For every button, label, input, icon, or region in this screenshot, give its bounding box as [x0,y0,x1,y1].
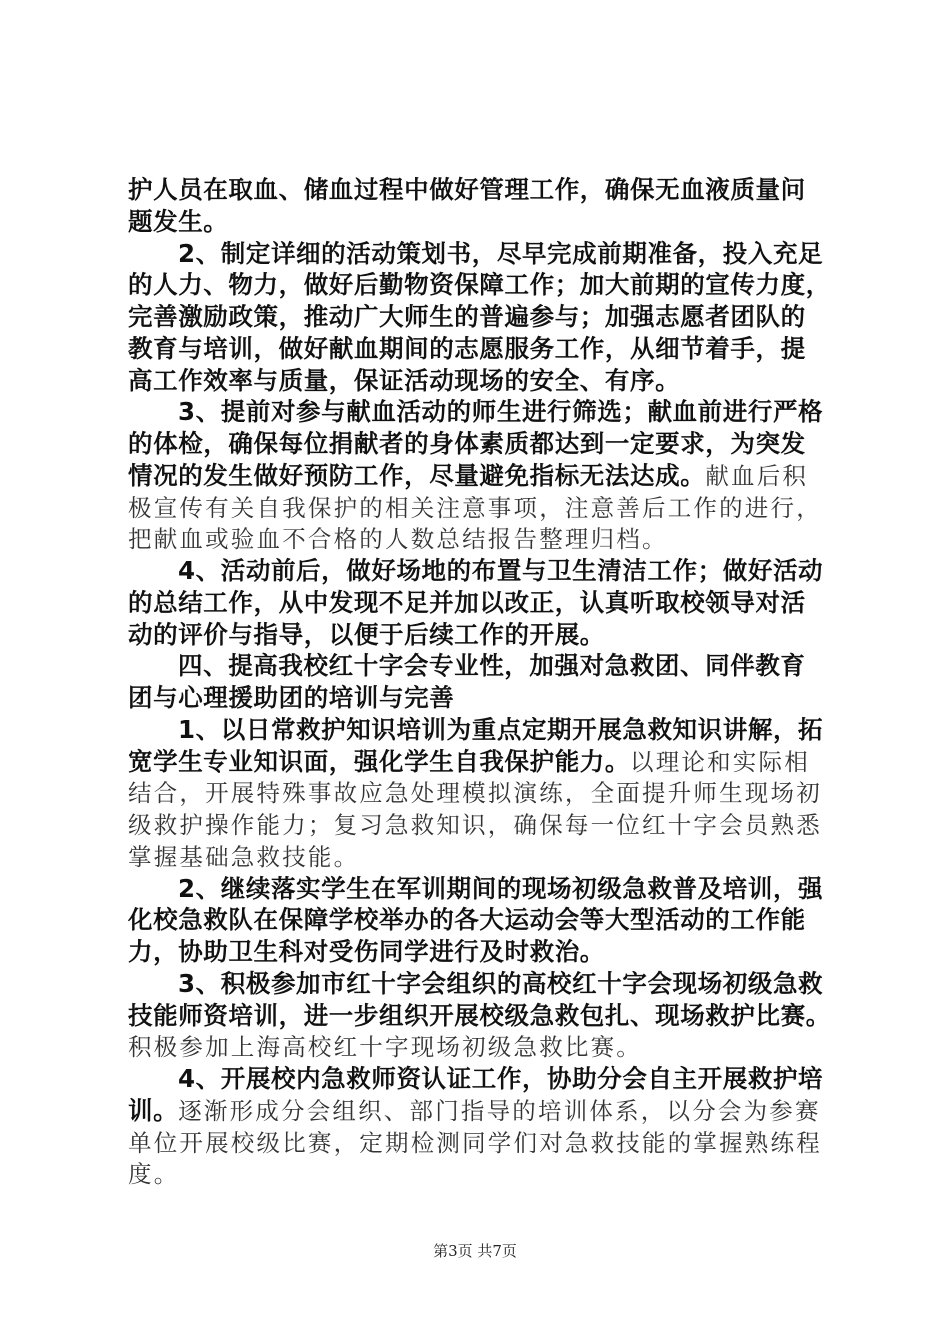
text-line-segment: 的人力、物力，做好后勤物资保障工作；加大前期的宣传力度， [128,270,831,300]
text-line [178,872,823,906]
text-line-segment: 宽学生专业知识面，强化学生自我保护能力。 [128,746,630,776]
text-line-segment: 技能师资培训，进一步组织开展校级急救包扎、现场救护比赛。 [128,1000,831,1030]
text-line [128,840,359,874]
text-line-segment: 的体检，确保每位捐献者的身体素质都达到一定要求，为突发 [128,429,806,458]
text-line [128,268,831,302]
text-line [128,364,680,398]
text-line-segment: 级救护操作能力；复习急救知识，确保每一位红十字会员熟悉 [128,811,822,839]
text-line-segment: 4、开展校内急救师资认证工作，协助分会自主开展救护培 [178,1064,824,1093]
text-line-segment: 高工作效率与质量，保证活动现场的安全、有序。 [128,365,681,395]
page-footer: 第3页 共7页 [433,1242,517,1260]
text-line-segment: 四、提高我校红十字会专业性，加强对急救团、同伴教育 [178,651,806,681]
text-line [128,1094,821,1128]
text-line [128,618,605,652]
text-line-segment: 度。 [128,1160,180,1189]
text-line-segment: 2、继续落实学生在军训期间的现场初级急救普及培训，强 [178,873,824,903]
text-line-segment: 把献血或验血不合格的人数总结报告整理归档。 [128,525,668,554]
text-line-segment: 3、提前对参与献血活动的师生进行筛选；献血前进行严格 [178,397,824,427]
text-line-segment: 逐渐形成分会组织、部门指导的培训体系，以分会为参赛 [178,1096,821,1125]
text-line [128,300,806,334]
text-line-segment: 3、积极参加市红十字会组织的高校红十字会现场初级急救 [178,968,824,998]
text-line [128,491,822,525]
text-line-segment: 积极参加上海高校红十字现场初级急救比赛。 [128,1033,642,1062]
text-line [178,395,823,429]
text-line [128,1157,179,1191]
text-line-segment: 的总结工作，从中发现不足并加以改正，认真听取校领导对活 [128,587,806,617]
text-line [128,586,806,620]
text-line-segment: 团与心理援助团的培训与完善 [128,683,455,712]
text-line-segment: 化校急救队在保障学校举办的各大运动会等大型活动的工作能 [128,905,806,935]
text-line [128,808,822,842]
text-line [128,776,822,810]
text-line [128,935,605,969]
text-line-segment: 掌握基础急救技能。 [128,842,360,871]
text-line-segment: 单位开展校级比赛，定期检测同学们对急救技能的掌握熟练程 [128,1128,822,1157]
text-line [128,745,810,779]
text-line-segment: 极宣传有关自我保护的相关注意事项，注意善后工作的进行， [128,493,822,522]
text-line [128,681,454,715]
text-line-segment: 1、以日常救护知识培训为重点定期开展急救知识讲解，拓 [178,714,824,744]
text-line [128,205,228,239]
text-line-segment: 献血后积 [705,461,809,490]
text-line-segment: 完善激励政策，推动广大师生的普遍参与；加强志愿者团队的 [128,302,806,331]
text-line-segment: 2、制定详细的活动策划书，尽早完成前期准备，投入充足 [178,238,824,268]
text-line-segment: 情况的发生做好预防工作，尽量避免指标无法达成。 [128,460,706,490]
text-line-segment: 护人员在取血、储血过程中做好管理工作，确保无血液质量问 [128,175,806,204]
text-line-segment: 教育与培训，做好献血期间的志愿服务工作，从细节着手，提 [128,333,806,363]
text-line [128,332,806,366]
text-line [178,554,823,588]
text-line [128,427,806,461]
text-line [178,713,823,747]
text-line [128,1030,642,1064]
text-line [128,999,831,1033]
text-line-segment: 以理论和实际相 [630,747,810,776]
text-line [128,903,806,937]
text-line [178,237,823,271]
text-line [178,967,823,1001]
text-line [128,522,668,556]
text-line-segment: 训。 [128,1095,179,1125]
text-line [128,459,808,493]
text-line-segment: 结合，开展特殊事故应急处理模拟演练，全面提升师生现场初 [128,779,822,808]
text-line-segment: 力，协助卫生科对受伤同学进行及时救治。 [128,937,605,966]
text-line-segment: 动的评价与指导，以便于后续工作的开展。 [128,619,605,649]
text-line [128,173,806,207]
text-line-segment: 题发生。 [128,206,229,236]
text-line [178,649,806,683]
text-line [128,1126,822,1160]
text-line [178,1062,823,1096]
text-line-segment: 4、活动前后，做好场地的布置与卫生清洁工作；做好活动 [178,556,824,585]
